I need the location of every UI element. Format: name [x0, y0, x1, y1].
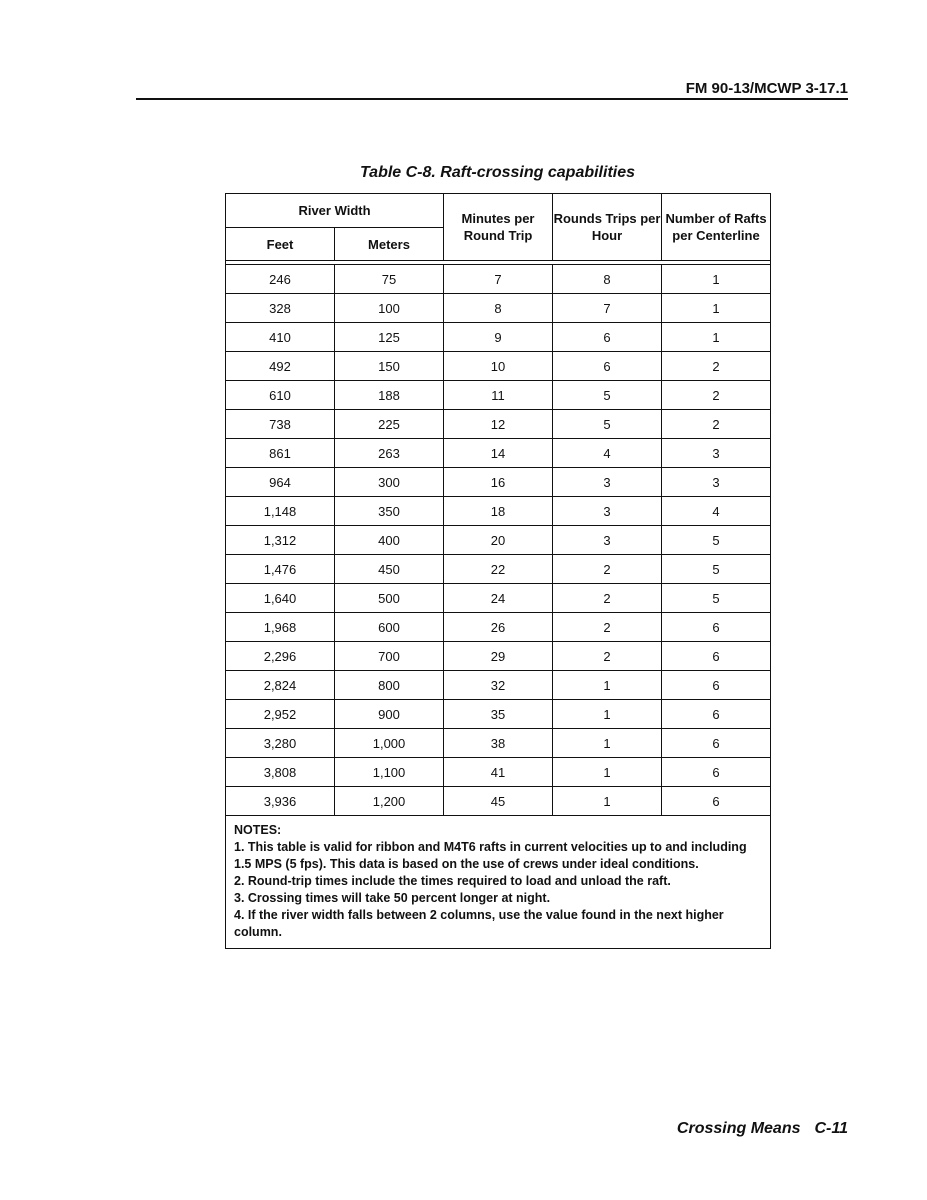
table-row	[226, 758, 771, 787]
cell-trips: 3	[553, 526, 662, 555]
cell-trips: 2	[553, 555, 662, 584]
cell-meters: 800	[335, 671, 444, 700]
table-row	[226, 352, 771, 381]
cell-feet: 2,296	[226, 642, 335, 671]
running-head: FM 90-13/MCWP 3-17.1	[685, 80, 848, 97]
cell-rafts: 6	[662, 729, 771, 758]
cell-feet: 1,640	[226, 584, 335, 613]
cell-rafts: 6	[662, 642, 771, 671]
cell-trips: 8	[553, 265, 662, 294]
cell-rafts: 2	[662, 410, 771, 439]
note-item: 1. This table is valid for ribbon and M4T6 rafts in current velocities up to and including 1.5 MPS (5 fps). This data is based on the use of crews under ideal conditions.	[234, 840, 747, 871]
cell-trips: 5	[553, 410, 662, 439]
table-row	[226, 729, 771, 758]
cell-trips: 5	[553, 381, 662, 410]
running-foot	[136, 1120, 848, 1138]
cell-trips: 1	[553, 758, 662, 787]
cell-trips: 7	[553, 294, 662, 323]
cell-trips: 3	[553, 468, 662, 497]
cell-meters: 600	[335, 613, 444, 642]
cell-feet: 2,824	[226, 671, 335, 700]
cell-trips: 4	[553, 439, 662, 468]
cell-minutes: 35	[444, 700, 553, 729]
cell-trips: 2	[553, 613, 662, 642]
cell-minutes: 16	[444, 468, 553, 497]
table-row	[226, 410, 771, 439]
table-notes	[226, 816, 771, 949]
cell-trips: 1	[553, 700, 662, 729]
table-row	[226, 671, 771, 700]
cell-feet: 738	[226, 410, 335, 439]
cell-minutes: 11	[444, 381, 553, 410]
table-row	[226, 265, 771, 294]
header-river-width: River Width	[226, 194, 444, 228]
cell-feet: 492	[226, 352, 335, 381]
cell-rafts: 6	[662, 700, 771, 729]
cell-minutes: 29	[444, 642, 553, 671]
table-body	[226, 265, 771, 816]
cell-feet: 3,280	[226, 729, 335, 758]
cell-meters: 450	[335, 555, 444, 584]
header-round-trips-per-hour: Rounds Trips per Hour	[553, 194, 662, 261]
cell-rafts: 5	[662, 526, 771, 555]
cell-meters: 400	[335, 526, 444, 555]
table-row	[226, 439, 771, 468]
cell-rafts: 3	[662, 439, 771, 468]
cell-feet: 1,476	[226, 555, 335, 584]
cell-rafts: 1	[662, 294, 771, 323]
cell-minutes: 9	[444, 323, 553, 352]
cell-feet: 3,808	[226, 758, 335, 787]
footer-page-number: C-11	[814, 1120, 848, 1137]
cell-trips: 1	[553, 671, 662, 700]
header-meters: Meters	[335, 228, 444, 261]
header-minutes-per-round-trip: Minutes per Round Trip	[444, 194, 553, 261]
table-row	[226, 468, 771, 497]
cell-feet: 1,312	[226, 526, 335, 555]
cell-minutes: 45	[444, 787, 553, 816]
cell-feet: 861	[226, 439, 335, 468]
table-row	[226, 700, 771, 729]
cell-meters: 75	[335, 265, 444, 294]
header-rafts-per-centerline: Number of Rafts per Centerline	[662, 194, 771, 261]
cell-trips: 6	[553, 352, 662, 381]
cell-minutes: 20	[444, 526, 553, 555]
cell-meters: 1,200	[335, 787, 444, 816]
cell-feet: 964	[226, 468, 335, 497]
cell-meters: 1,000	[335, 729, 444, 758]
header-feet: Feet	[226, 228, 335, 261]
cell-rafts: 3	[662, 468, 771, 497]
raft-crossing-table	[225, 193, 771, 949]
cell-meters: 350	[335, 497, 444, 526]
cell-trips: 2	[553, 642, 662, 671]
cell-minutes: 7	[444, 265, 553, 294]
cell-meters: 700	[335, 642, 444, 671]
cell-meters: 125	[335, 323, 444, 352]
cell-feet: 246	[226, 265, 335, 294]
cell-rafts: 6	[662, 787, 771, 816]
table-row	[226, 787, 771, 816]
header-rule	[136, 98, 848, 100]
cell-meters: 263	[335, 439, 444, 468]
cell-feet: 610	[226, 381, 335, 410]
note-item: 2. Round-trip times include the times required to load and unload the raft.	[234, 874, 671, 888]
table-row	[226, 555, 771, 584]
cell-rafts: 6	[662, 671, 771, 700]
table-row	[226, 497, 771, 526]
table-row	[226, 584, 771, 613]
cell-feet: 410	[226, 323, 335, 352]
cell-minutes: 22	[444, 555, 553, 584]
cell-rafts: 1	[662, 323, 771, 352]
cell-rafts: 5	[662, 584, 771, 613]
footer-section: Crossing Means	[676, 1120, 801, 1137]
cell-minutes: 32	[444, 671, 553, 700]
cell-minutes: 14	[444, 439, 553, 468]
cell-trips: 1	[553, 787, 662, 816]
note-item: 4. If the river width falls between 2 columns, use the value found in the next higher column.	[234, 908, 724, 939]
table-row	[226, 381, 771, 410]
note-item: 3. Crossing times will take 50 percent longer at night.	[234, 891, 551, 905]
cell-feet: 1,148	[226, 497, 335, 526]
cell-rafts: 2	[662, 381, 771, 410]
table-row	[226, 642, 771, 671]
cell-rafts: 1	[662, 265, 771, 294]
notes-title: NOTES:	[234, 823, 282, 837]
table-title: Table C-8. Raft-crossing capabilities	[359, 164, 636, 181]
cell-meters: 188	[335, 381, 444, 410]
cell-meters: 500	[335, 584, 444, 613]
table-row	[226, 526, 771, 555]
cell-meters: 225	[335, 410, 444, 439]
table-row	[226, 294, 771, 323]
cell-trips: 6	[553, 323, 662, 352]
cell-minutes: 41	[444, 758, 553, 787]
cell-meters: 1,100	[335, 758, 444, 787]
cell-minutes: 8	[444, 294, 553, 323]
cell-rafts: 6	[662, 613, 771, 642]
cell-feet: 3,936	[226, 787, 335, 816]
cell-minutes: 24	[444, 584, 553, 613]
cell-feet: 1,968	[226, 613, 335, 642]
cell-trips: 3	[553, 497, 662, 526]
table-row	[226, 613, 771, 642]
cell-rafts: 5	[662, 555, 771, 584]
cell-minutes: 18	[444, 497, 553, 526]
cell-rafts: 6	[662, 758, 771, 787]
cell-feet: 328	[226, 294, 335, 323]
cell-minutes: 10	[444, 352, 553, 381]
cell-meters: 100	[335, 294, 444, 323]
cell-minutes: 38	[444, 729, 553, 758]
cell-feet: 2,952	[226, 700, 335, 729]
table-row	[226, 323, 771, 352]
cell-trips: 1	[553, 729, 662, 758]
cell-trips: 2	[553, 584, 662, 613]
cell-rafts: 4	[662, 497, 771, 526]
cell-meters: 900	[335, 700, 444, 729]
cell-minutes: 26	[444, 613, 553, 642]
cell-meters: 150	[335, 352, 444, 381]
cell-rafts: 2	[662, 352, 771, 381]
cell-minutes: 12	[444, 410, 553, 439]
cell-meters: 300	[335, 468, 444, 497]
